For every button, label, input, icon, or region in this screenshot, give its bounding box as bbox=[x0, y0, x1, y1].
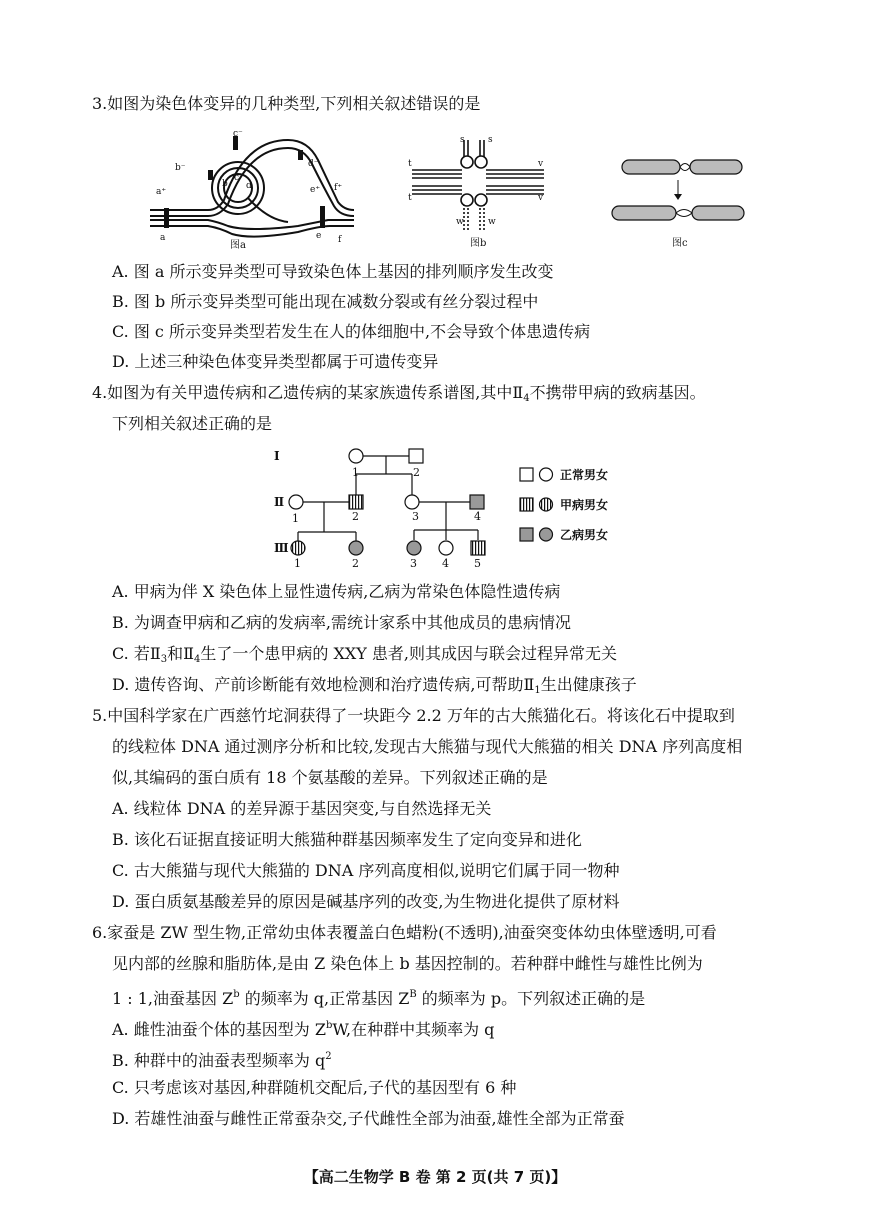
q3-option-d: D. 上述三种染色体变异类型都属于可遗传变异 bbox=[112, 352, 439, 371]
figure-c-label: 图c bbox=[672, 238, 688, 249]
svg-text:e: e bbox=[316, 231, 322, 241]
svg-text:b: b bbox=[222, 179, 228, 189]
svg-text:1: 1 bbox=[352, 466, 359, 479]
svg-text:5: 5 bbox=[474, 557, 481, 570]
q3-option-a: A. 图 a 所示变异类型可导致染色体上基因的排列顺序发生改变 bbox=[112, 262, 554, 281]
q3-option-b: B. 图 b 所示变异类型可能出现在减数分裂或有丝分裂过程中 bbox=[112, 292, 539, 311]
page-footer: 【高二生物学 B 卷 第 2 页(共 7 页)】 bbox=[303, 1168, 567, 1186]
q6-option-c: C. 只考虑该对基因,种群随机交配后,子代的基因型有 6 种 bbox=[112, 1078, 517, 1097]
q5-option-d: D. 蛋白质氨基酸差异的原因是碱基序列的改变,为生物进化提供了原材料 bbox=[112, 892, 620, 911]
svg-text:4: 4 bbox=[442, 557, 449, 570]
q6-option-a: A. 雌性油蚕个体的基因型为 $Z^bW$,在种群中其频率为 q bbox=[112, 1020, 495, 1039]
svg-text:a: a bbox=[160, 233, 166, 243]
svg-text:d⁻: d⁻ bbox=[308, 159, 319, 169]
q4-option-d: D. 遗传咨询、产前诊断能有效地检测和治疗遗传病,可帮助$Ⅱ_1$生出健康孩子 bbox=[112, 675, 637, 696]
generation-1: Ⅰ bbox=[274, 449, 280, 463]
svg-text:1: 1 bbox=[294, 557, 301, 570]
figure-b-translocation-cross bbox=[404, 130, 554, 250]
figure-c-chromosome-change bbox=[606, 154, 756, 250]
q3-option-c: C. 图 c 所示变异类型若发生在人的体细胞中,不会导致个体患遗传病 bbox=[112, 322, 591, 341]
q5-option-b: B. 该化石证据直接证明大熊猫种群基因频率发生了定向变异和进化 bbox=[112, 830, 582, 849]
q5-stem-line2: 的线粒体 DNA 通过测序分析和比较,发现古大熊猫与现代大熊猫的相关 DNA 序列高度相 bbox=[112, 737, 743, 756]
q6-option-d: D. 若雄性油蚕与雌性正常蚕杂交,子代雌性全部为油蚕,雄性全部为正常蚕 bbox=[112, 1109, 625, 1128]
q5-stem-line3: 似,其编码的蛋白质有 18 个氨基酸的差异。下列叙述正确的是 bbox=[112, 768, 548, 787]
legend-disease-a: 甲病男女 bbox=[560, 498, 609, 512]
q6-stem-line2: 见内部的丝腺和脂肪体,是由 Z 染色体上 b 基因控制的。若种群中雌性与雄性比例为 bbox=[112, 954, 703, 973]
svg-text:3: 3 bbox=[412, 510, 419, 523]
svg-text:s: s bbox=[488, 135, 493, 145]
svg-text:f⁺: f⁺ bbox=[334, 183, 343, 193]
figure-b-label: 图b bbox=[470, 238, 487, 249]
svg-text:e⁺: e⁺ bbox=[310, 185, 321, 195]
svg-text:s: s bbox=[460, 135, 465, 145]
generation-3: Ⅲ bbox=[274, 541, 289, 555]
figure-a-label: 图a bbox=[230, 240, 246, 250]
q4-stem-line1: 4.如图为有关甲遗传病和乙遗传病的某家族遗传系谱图,其中$Ⅱ_4$不携带甲病的致病基因。 bbox=[92, 383, 706, 404]
q5-stem-line1: 5.中国科学家在广西慈竹坨洞获得了一块距今 2.2 万年的古大熊猫化石。将该化石中提取到 bbox=[92, 706, 735, 725]
svg-text:c⁻: c⁻ bbox=[233, 130, 243, 139]
svg-text:t: t bbox=[408, 193, 412, 203]
svg-text:w: w bbox=[456, 217, 464, 227]
generation-2: Ⅱ bbox=[274, 495, 285, 509]
q6-stem-line3: 1 : 1,油蚕基因 $Z^b$ 的频率为 q,正常基因 $Z^B$ 的频率为 p。下列叙述正确的是 bbox=[112, 989, 646, 1008]
q5-option-a: A. 线粒体 DNA 的差异源于基因突变,与自然选择无关 bbox=[112, 799, 492, 818]
svg-text:a⁺: a⁺ bbox=[156, 187, 167, 197]
q4-stem-line2: 下列相关叙述正确的是 bbox=[112, 414, 273, 433]
figure-a-inversion-loop bbox=[148, 130, 368, 250]
q5-option-c: C. 古大熊猫与现代大熊猫的 DNA 序列高度相似,说明它们属于同一物种 bbox=[112, 861, 620, 880]
q3-stem: 3.如图为染色体变异的几种类型,下列相关叙述错误的是 bbox=[92, 94, 481, 113]
svg-text:t: t bbox=[408, 159, 412, 169]
q6-stem-line1: 6.家蚕是 ZW 型生物,正常幼虫体表覆盖白色蜡粉(不透明),油蚕突变体幼虫体壁透明,可看 bbox=[92, 923, 717, 942]
svg-text:c: c bbox=[234, 173, 240, 183]
svg-text:2: 2 bbox=[352, 510, 359, 523]
q4-option-a: A. 甲病为伴 X 染色体上显性遗传病,乙病为常染色体隐性遗传病 bbox=[112, 582, 561, 601]
svg-text:4: 4 bbox=[474, 510, 481, 523]
legend-disease-b: 乙病男女 bbox=[560, 528, 609, 542]
svg-text:v: v bbox=[538, 193, 544, 203]
svg-text:f: f bbox=[338, 235, 342, 245]
svg-text:w: w bbox=[488, 217, 496, 227]
svg-text:b⁻: b⁻ bbox=[175, 163, 186, 173]
svg-text:3: 3 bbox=[410, 557, 417, 570]
svg-text:v: v bbox=[538, 159, 544, 169]
pedigree-chart bbox=[262, 440, 642, 578]
q6-option-b: B. 种群中的油蚕表型频率为 $q^2$ bbox=[112, 1051, 332, 1070]
q4-option-c: C. 若$Ⅱ_3$和$Ⅱ_4$生了一个患甲病的 XXY 患者,则其成因与联会过程异常无关 bbox=[112, 644, 617, 665]
svg-text:1: 1 bbox=[292, 512, 299, 525]
legend-normal: 正常男女 bbox=[560, 468, 609, 482]
q4-option-b: B. 为调查甲病和乙病的发病率,需统计家系中其他成员的患病情况 bbox=[112, 613, 572, 632]
svg-text:2: 2 bbox=[352, 557, 359, 570]
svg-text:d: d bbox=[246, 181, 252, 191]
svg-text:2: 2 bbox=[413, 466, 420, 479]
